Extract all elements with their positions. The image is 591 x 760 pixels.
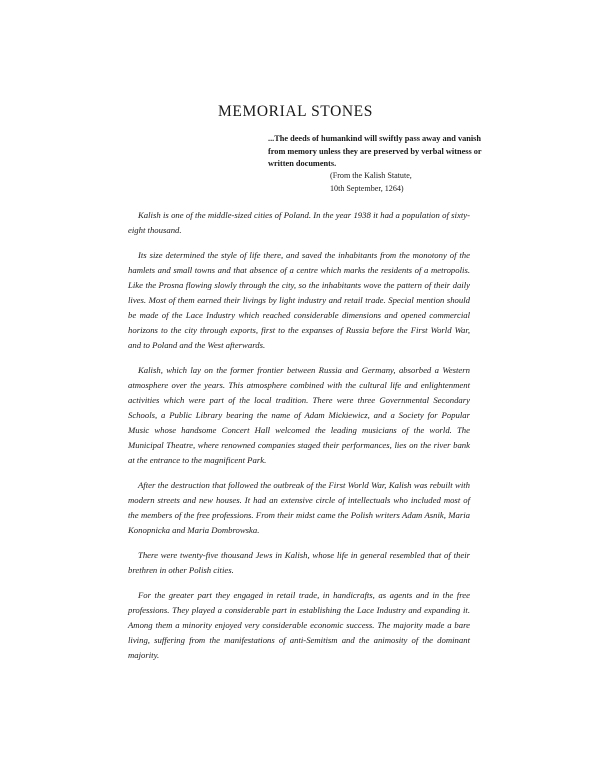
epigraph-source-line-1: (From the Kalish Statute, <box>330 171 412 180</box>
paragraph: There were twenty-five thousand Jews in Kalish, whose life in general resembled that of their brethren in other Polish cities. <box>128 550 470 575</box>
body-text <box>128 208 470 673</box>
paragraph: For the greater part they engaged in retail trade, in handicrafts, as agents and in the free professions. They played a considerable part in establishing the Lace Industry and expanding it. Among them a minority enjoyed very considerable economic success. The majority made a bare living, suffering from the manifestations of anti-Semitism and the animosity of the dominant majority. <box>128 590 470 660</box>
paragraph: Kalish, which lay on the former frontier between Russia and Germany, absorbed a Western atmosphere over the years. This atmosphere combined with the cultural life and enlightenment activities which were part of the local tradition. There were three Governmental Secondary Schools, a Public Library bearing the name of Adam Mickiewicz, and a Society for Popular Music whose handsome Concert Hall welcomed the leading musicians of the world. The Municipal Theatre, where renowned companies staged their performances, lies on the river bank at the entrance to the magnificent Park. <box>128 365 470 465</box>
page-title: MEMORIAL STONES <box>218 103 373 120</box>
epigraph-source-line-2: 10th September, 1264) <box>330 183 404 193</box>
paragraph: Kalish is one of the middle-sized cities of Poland. In the year 1938 it had a population of sixty-eight thousand. <box>128 210 470 235</box>
paragraph: Its size determined the style of life there, and saved the inhabitants from the monotony of the hamlets and small towns and that absence of a centre which marks the residents of a metropolis. Like the Prosna flowing slowly through the city, so the inhabitants wove the pattern of their daily lives. Most of them earned their livings by light industry and retail trade. Special mention should be made of the Lace Industry which reached considerable dimensions and opened commercial horizons to the city through exports, first to the expanses of Russia before the First World War, and to Poland and the West afterwards. <box>128 250 470 350</box>
epigraph-quote: ...The deeds of humankind will swiftly pass away and vanish from memory unless they are preserved by verbal witness or written documents. <box>268 134 482 168</box>
paragraph: After the destruction that followed the outbreak of the First World War, Kalish was rebuilt with modern streets and new houses. It had an extensive circle of intellectuals who included most of the members of the free professions. From their midst came the Polish writers Adam Asnik, Maria Konopnicka and Maria Dombrowska. <box>128 480 470 535</box>
epigraph-source <box>330 170 490 195</box>
